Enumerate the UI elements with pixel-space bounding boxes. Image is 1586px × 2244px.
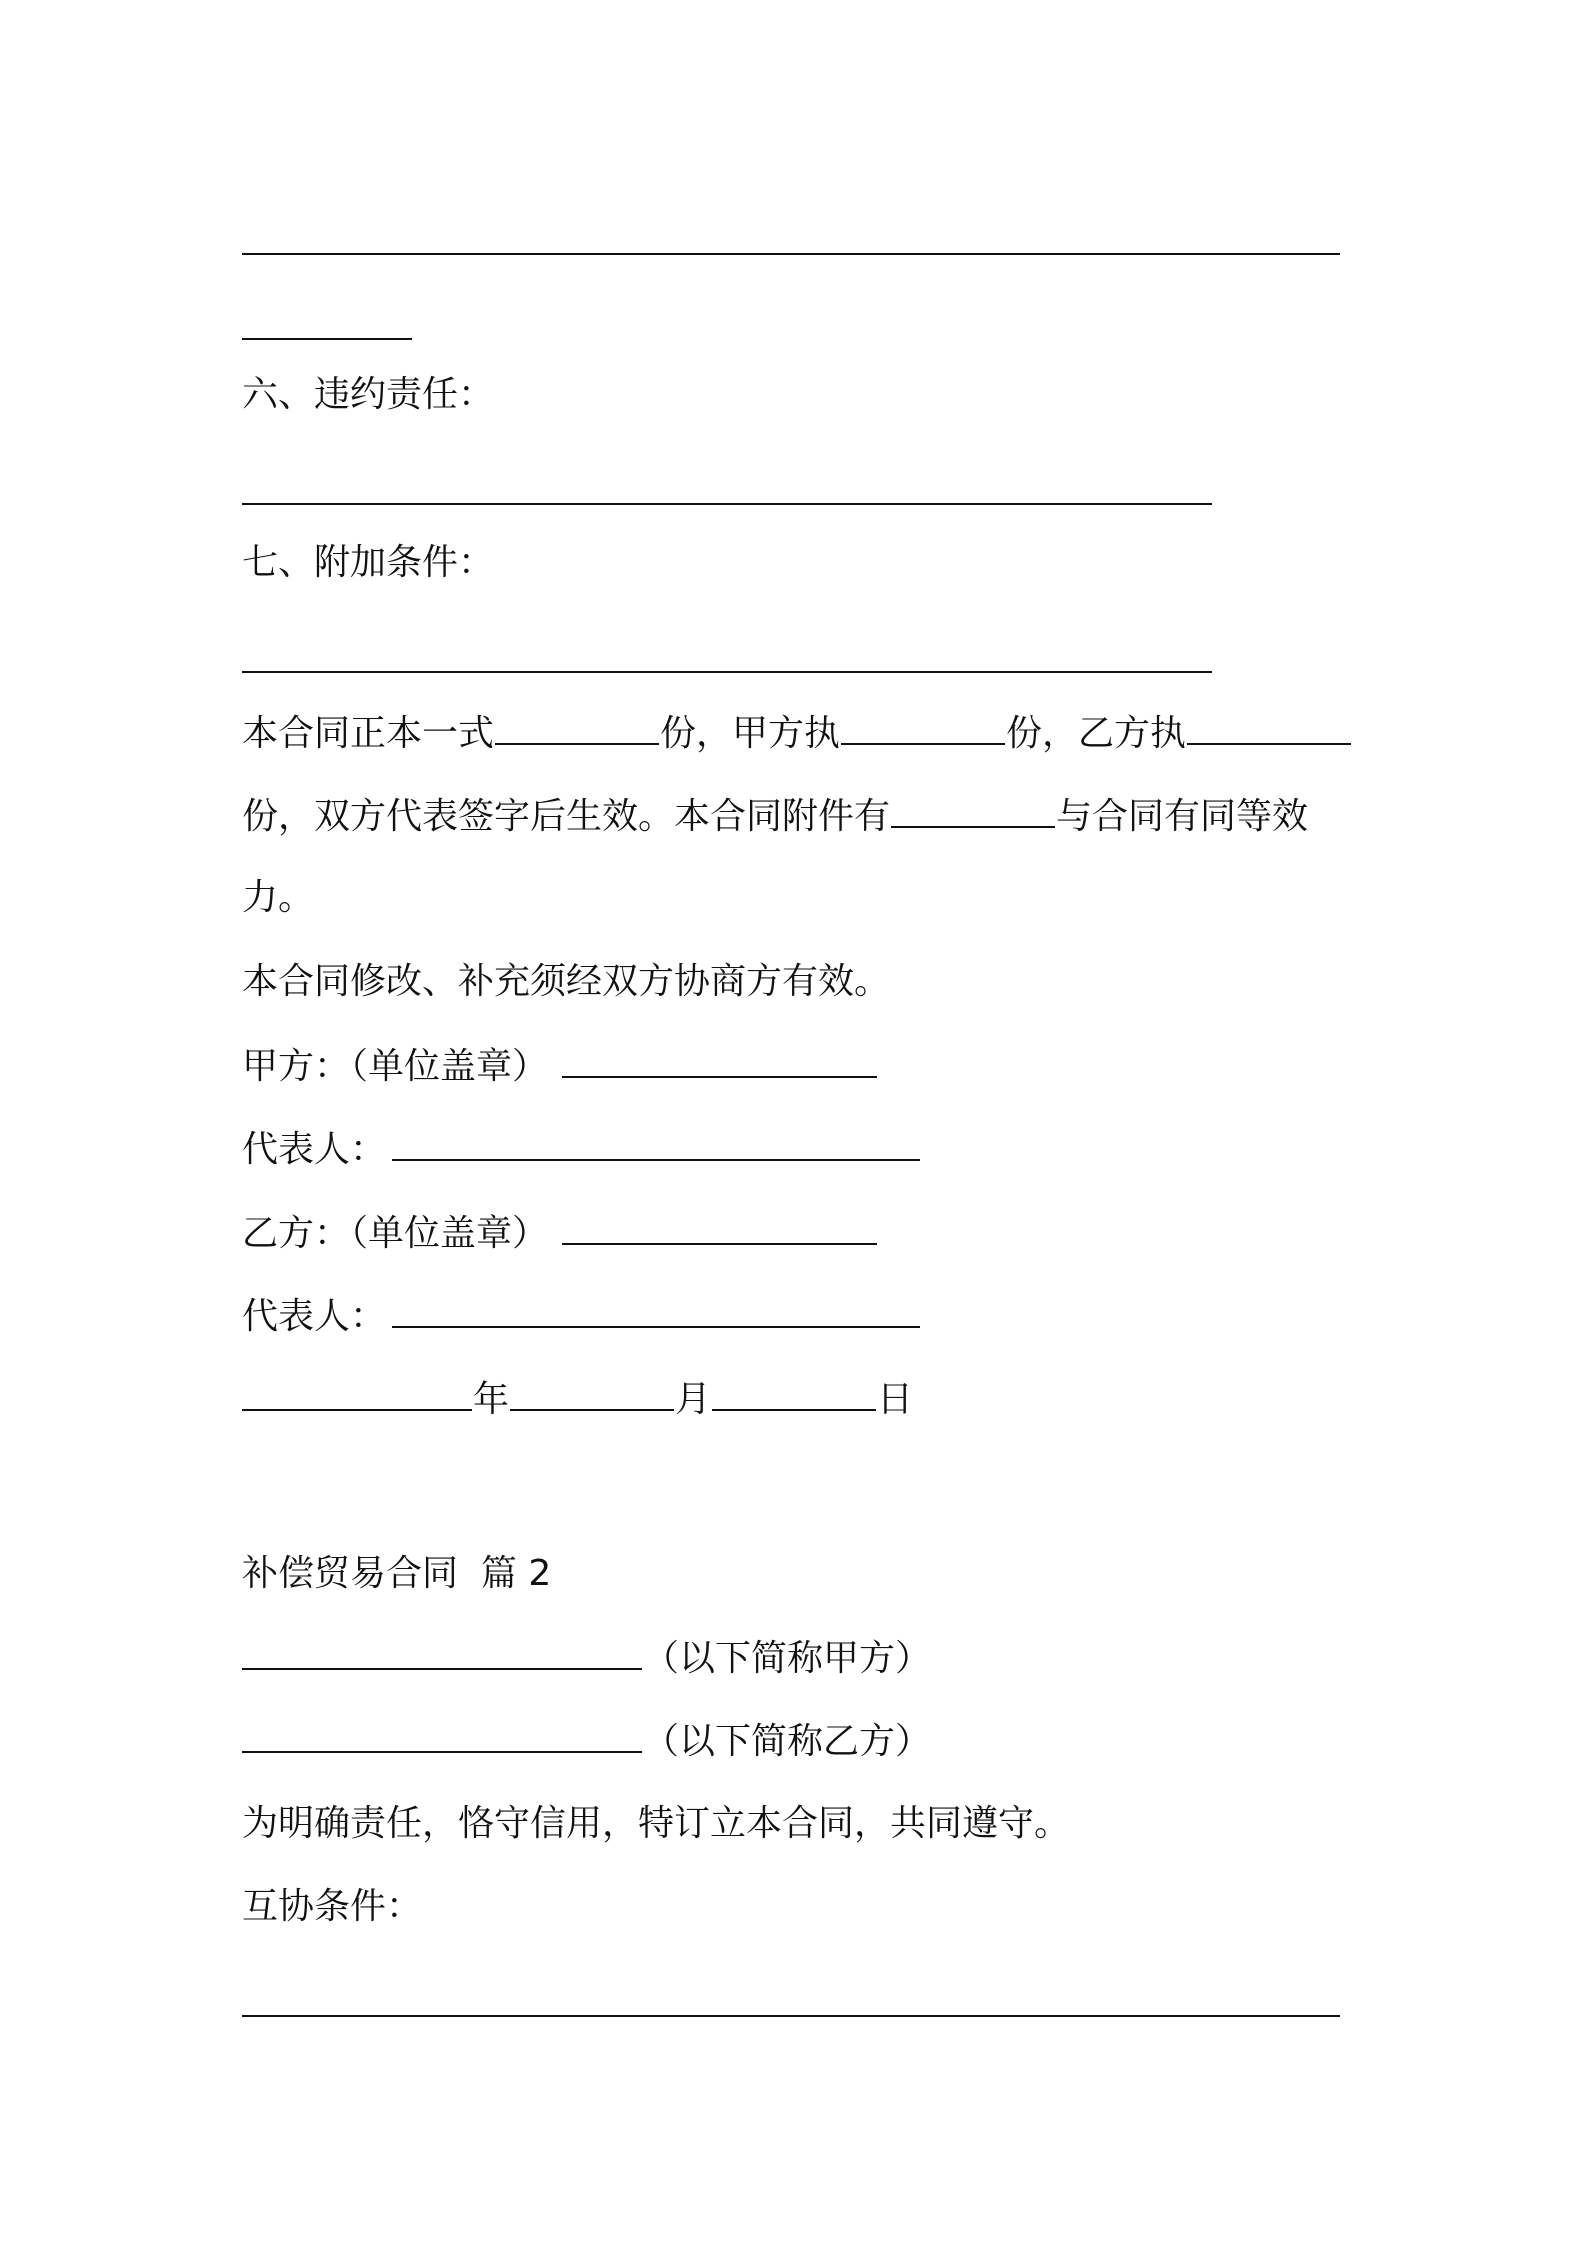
amendment-clause: [242, 957, 890, 1007]
copies-text: 力。: [242, 877, 315, 918]
rep-a-blank[interactable]: [392, 1123, 920, 1161]
attachment-blank[interactable]: [891, 790, 1055, 828]
party-b-label: 乙方：（单位盖章）: [242, 1213, 549, 1254]
signature-rep-b: [242, 1290, 921, 1340]
contract-2-purpose: [242, 1799, 1070, 1849]
contract-2-title-text: 补偿贸易合同 篇 2: [242, 1553, 552, 1594]
copies-party-b-blank[interactable]: [1187, 707, 1351, 745]
copies-text: 与合同有同等效: [1056, 796, 1309, 837]
day-blank[interactable]: [712, 1373, 876, 1411]
day-label: 日: [877, 1379, 914, 1420]
fill-line[interactable]: [242, 503, 1212, 505]
year-label: 年: [473, 1379, 510, 1420]
contract-2-party-b-suffix: （以下简称乙方）: [643, 1721, 932, 1762]
section-heading-additional: [242, 538, 494, 588]
fill-line[interactable]: [242, 253, 1340, 255]
copies-text: 份，双方代表签字后生效。本合同附件有: [242, 796, 891, 837]
month-label: 月: [675, 1379, 712, 1420]
copies-text: 份，乙方执: [1006, 713, 1187, 754]
copies-text: 份，甲方执: [660, 713, 841, 754]
section-heading-breach: [242, 370, 494, 420]
fill-line[interactable]: [242, 671, 1212, 673]
copies-text: 本合同正本一式: [242, 713, 495, 754]
party-a-seal-blank[interactable]: [562, 1040, 877, 1078]
copies-total-blank[interactable]: [495, 707, 659, 745]
rep-a-label: 代表人：: [242, 1129, 387, 1170]
contract-2-party-b-blank[interactable]: [242, 1715, 642, 1753]
section-heading-additional-text: 七、附加条件：: [242, 542, 495, 583]
rep-b-blank[interactable]: [392, 1290, 920, 1328]
contract-2-party-b: [242, 1715, 931, 1765]
contract-2-party-a: [242, 1632, 931, 1682]
copies-line-2: [242, 790, 1308, 840]
rep-b-label: 代表人：: [242, 1296, 387, 1337]
copies-line-3: [242, 873, 314, 923]
copies-party-a-blank[interactable]: [841, 707, 1005, 745]
signature-rep-a: [242, 1123, 921, 1173]
signature-party-b: [242, 1207, 878, 1257]
party-b-seal-blank[interactable]: [562, 1207, 877, 1245]
contract-2-mutual-conditions-text: 互协条件：: [242, 1886, 423, 1927]
contract-2-party-a-blank[interactable]: [242, 1632, 642, 1670]
signature-party-a: [242, 1040, 878, 1090]
contract-2-party-a-suffix: （以下简称甲方）: [643, 1638, 932, 1679]
copies-line-1: [242, 707, 1352, 757]
contract-2-mutual-conditions: [242, 1882, 422, 1932]
fill-line[interactable]: [242, 2015, 1340, 2017]
contract-2-title: [242, 1549, 551, 1599]
party-a-label: 甲方：（单位盖章）: [242, 1046, 549, 1087]
section-heading-breach-text: 六、违约责任：: [242, 374, 495, 415]
fill-line[interactable]: [242, 338, 412, 340]
date-line: [242, 1373, 913, 1423]
month-blank[interactable]: [510, 1373, 674, 1411]
amendment-text: 本合同修改、补充须经双方协商方有效。: [242, 961, 891, 1002]
year-blank[interactable]: [242, 1373, 472, 1411]
contract-2-purpose-text: 为明确责任，恪守信用，特订立本合同，共同遵守。: [242, 1803, 1071, 1844]
